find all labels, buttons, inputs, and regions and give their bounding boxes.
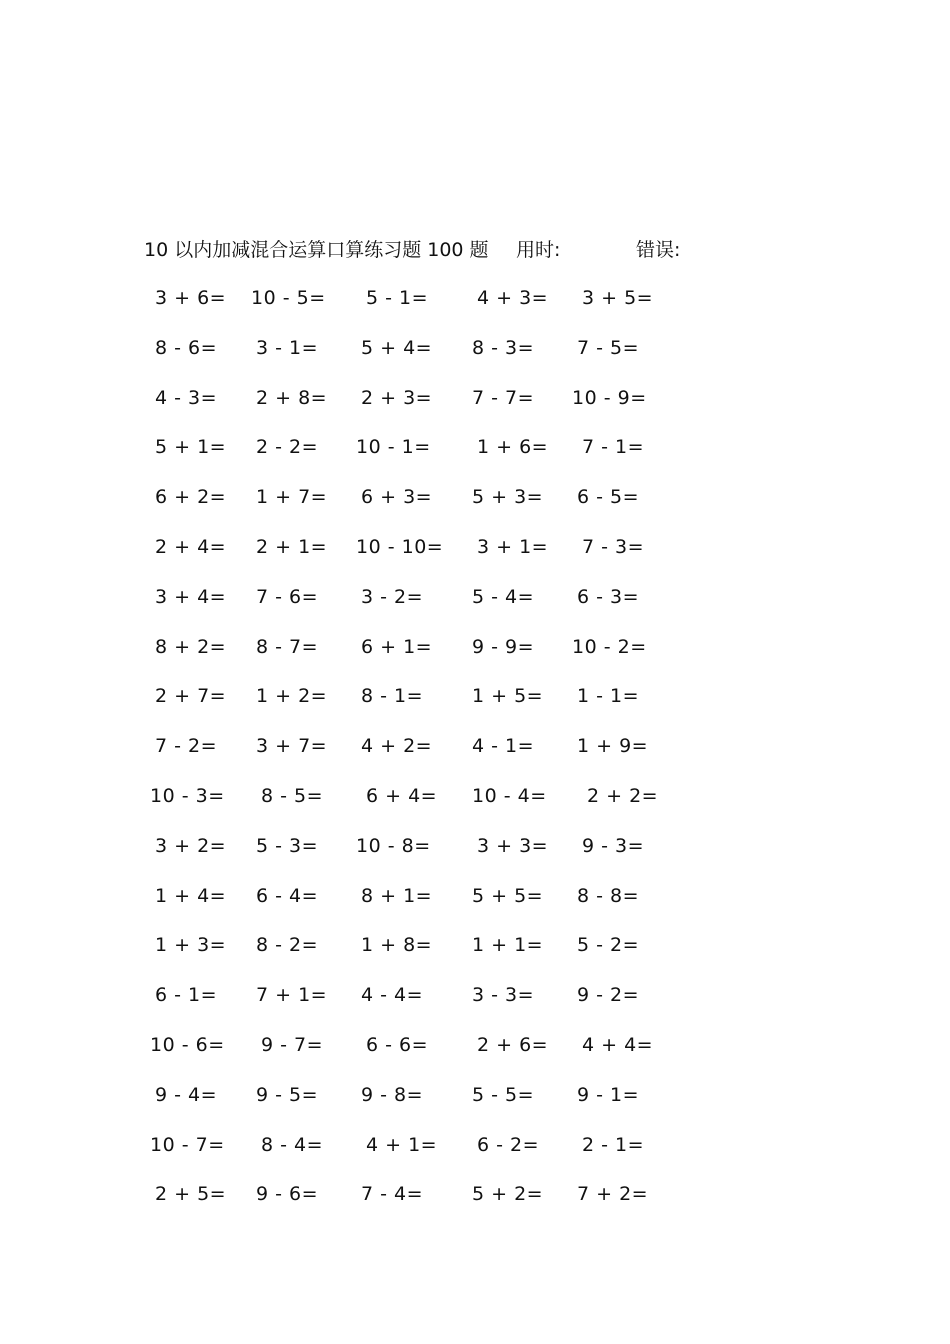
problem-cell: 3 + 3= [477,834,549,857]
problem-cell: 7 - 3= [582,535,645,558]
error-label: 错误: [636,239,681,261]
worksheet-title: 10 以内加减混合运算口算练习题 100 题 [144,239,489,261]
problem-cell: 10 - 3= [150,784,225,807]
problem-cell: 7 - 1= [582,436,645,459]
problem-cell: 3 + 2= [155,834,227,857]
problem-cell: 1 + 4= [155,884,227,907]
problem-cell: 10 - 4= [472,784,547,807]
problem-cell: 10 - 5= [251,287,326,309]
problem-cell: 3 - 1= [256,336,319,359]
problem-row [0,483,950,533]
problem-cell: 9 - 2= [577,984,640,1007]
problem-row [0,1180,950,1230]
problem-cell: 1 + 2= [256,685,328,708]
problem-cell: 9 - 5= [256,1083,319,1106]
problem-cell: 1 + 5= [472,685,544,708]
problem-cell: 2 + 4= [155,535,227,558]
problem-cell: 6 + 1= [361,635,433,658]
problem-cell: 7 - 4= [361,1183,424,1206]
problem-cell: 7 + 2= [577,1183,649,1206]
problem-cell: 7 + 1= [256,984,328,1007]
problem-cell: 8 - 1= [361,685,424,708]
problem-cell: 7 - 5= [577,336,640,359]
problem-row [0,981,950,1031]
problem-cell: 10 - 2= [572,635,647,658]
problem-row [0,384,950,434]
problem-cell: 1 + 8= [361,934,433,957]
problem-cell: 3 + 7= [256,735,328,758]
problem-cell: 2 + 5= [155,1183,227,1206]
problem-cell: 3 - 2= [361,585,424,608]
problem-row [0,533,950,583]
problem-cell: 9 - 4= [155,1083,218,1106]
problem-cell: 6 - 3= [577,585,640,608]
problem-cell: 8 - 8= [577,884,640,907]
problem-row [0,832,950,882]
problem-cell: 2 - 2= [256,436,319,459]
problem-cell: 9 - 8= [361,1083,424,1106]
problem-cell: 1 + 3= [155,934,227,957]
problem-cell: 5 + 1= [155,436,227,459]
problem-cell: 9 - 3= [582,834,645,857]
problem-cell: 8 - 6= [155,336,218,359]
problem-row [0,682,950,732]
problem-cell: 5 - 5= [472,1083,535,1106]
problem-cell: 1 + 6= [477,436,549,459]
problem-cell: 3 + 5= [582,287,654,309]
problem-cell: 2 - 1= [582,1133,645,1156]
problem-row [0,433,950,483]
problem-cell: 4 + 4= [582,1033,654,1056]
problem-cell: 3 + 4= [155,585,227,608]
problem-cell: 1 + 9= [577,735,649,758]
problem-cell: 8 + 2= [155,635,227,658]
problem-row [0,931,950,981]
problem-cell: 2 + 8= [256,386,328,409]
problem-cell: 6 - 6= [366,1033,429,1056]
problem-row [0,1131,950,1181]
worksheet-header [0,236,950,264]
problem-cell: 10 - 7= [150,1133,225,1156]
problem-row [0,633,950,683]
problem-cell: 10 - 8= [356,834,431,857]
problem-cell: 7 - 7= [472,386,535,409]
problem-row [0,732,950,782]
problem-cell: 5 - 3= [256,834,319,857]
problem-cell: 4 - 4= [361,984,424,1007]
problem-cell: 3 - 3= [472,984,535,1007]
problem-cell: 6 + 3= [361,486,433,509]
problem-cell: 5 + 2= [472,1183,544,1206]
problem-cell: 1 + 1= [472,934,544,957]
problem-cell: 10 - 6= [150,1033,225,1056]
problem-cell: 10 - 10= [356,535,444,558]
problem-row [0,583,950,633]
problem-cell: 9 - 9= [472,635,535,658]
problem-cell: 8 - 3= [472,336,535,359]
problem-cell: 6 + 2= [155,486,227,509]
problem-cell: 3 + 6= [155,287,227,309]
problem-row [0,1081,950,1131]
problem-cell: 4 + 3= [477,287,549,309]
problem-cell: 5 - 2= [577,934,640,957]
problem-cell: 10 - 1= [356,436,431,459]
problem-cell: 1 - 1= [577,685,640,708]
problem-cell: 4 + 1= [366,1133,438,1156]
problem-cell: 2 + 6= [477,1033,549,1056]
problem-cell: 5 + 4= [361,336,433,359]
problem-cell: 8 - 5= [261,784,324,807]
problem-cell: 9 - 7= [261,1033,324,1056]
problem-cell: 8 - 2= [256,934,319,957]
problem-cell: 2 + 7= [155,685,227,708]
problem-row [0,284,950,334]
problem-cell: 4 - 1= [472,735,535,758]
time-label: 用时: [516,239,561,261]
problem-cell: 7 - 2= [155,735,218,758]
problem-cell: 8 - 7= [256,635,319,658]
problem-cell: 6 - 5= [577,486,640,509]
problem-cell: 5 - 1= [366,287,429,309]
problem-cell: 3 + 1= [477,535,549,558]
problem-row [0,782,950,832]
problem-row [0,334,950,384]
problem-cell: 4 - 3= [155,386,218,409]
problem-cell: 5 + 3= [472,486,544,509]
problem-cell: 2 + 3= [361,386,433,409]
problem-cell: 8 + 1= [361,884,433,907]
problem-cell: 6 - 1= [155,984,218,1007]
problem-cell: 4 + 2= [361,735,433,758]
problem-row [0,882,950,932]
problem-grid [0,284,950,1230]
problem-cell: 6 - 4= [256,884,319,907]
problem-row [0,1031,950,1081]
problem-cell: 9 - 6= [256,1183,319,1206]
problem-cell: 8 - 4= [261,1133,324,1156]
problem-cell: 1 + 7= [256,486,328,509]
problem-cell: 5 + 5= [472,884,544,907]
problem-cell: 2 + 2= [587,784,659,807]
problem-cell: 2 + 1= [256,535,328,558]
problem-cell: 9 - 1= [577,1083,640,1106]
problem-cell: 10 - 9= [572,386,647,409]
problem-cell: 5 - 4= [472,585,535,608]
problem-cell: 6 + 4= [366,784,438,807]
problem-cell: 6 - 2= [477,1133,540,1156]
problem-cell: 7 - 6= [256,585,319,608]
